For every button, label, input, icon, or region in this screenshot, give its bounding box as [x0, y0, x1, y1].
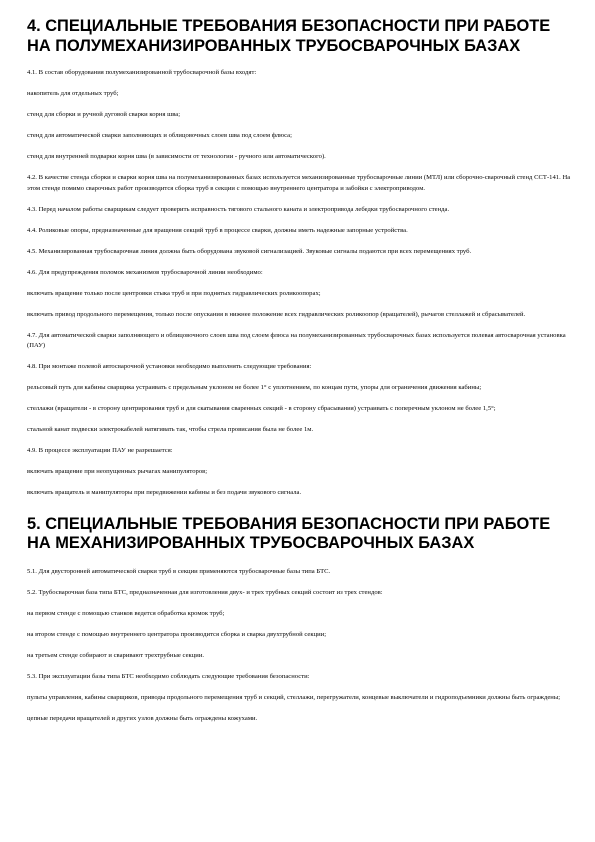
paragraph: на первом стенде с помощью станков ведется обработка кромок труб; — [27, 609, 225, 617]
section-4-title: 4. СПЕЦИАЛЬНЫЕ ТРЕБОВАНИЯ БЕЗОПАСНОСТИ ПРИ РАБОТЕ НА ПОЛУМЕХАНИЗИРОВАННЫХ ТРУБОСВАРОЧНЫХ БАЗАХ — [27, 17, 551, 55]
paragraph: включать вращение только после центровки стыка труб и при поднятых гидравлических роликоопорах; — [27, 289, 321, 297]
paragraph: стеллажи (вращатели - в сторону центрирования труб и для скатывания сваренных секций - в сторону сбрасывания) устраивать с поперечным уклоном не более 1,5°; — [27, 405, 496, 412]
paragraph: включать вращение при неопущенных рычагах манипуляторов; — [27, 468, 208, 475]
paragraph: 5.1. Для двусторонней автоматической сварки труб в секции применяются трубосварочные базы типа БТС. — [27, 567, 331, 575]
section-5-body — [27, 567, 575, 725]
paragraph: на втором стенде с помощью внутреннего центратора производится сборка и сварка двухтрубной секции; — [27, 630, 327, 638]
paragraph: 4.6. Для предупреждения поломок механизмов трубосварочной линии необходимо: — [27, 268, 263, 276]
paragraph: стенд для автоматической сварки заполняющих и облицовочных слоев шва под слоем флюса; — [27, 132, 292, 139]
paragraph: стенд для сборки и ручной дуговой сварки корня шва; — [27, 111, 181, 118]
paragraph: рельсовый путь для кабины сварщика устраивать с предельным уклоном не более 1° с уплотнением, по концам пути, упоры для ограничения движения кабины; — [27, 384, 482, 391]
paragraph: включать вращатель и манипуляторы при передвижении кабины и без подачи звукового сигнала. — [27, 489, 302, 496]
paragraph: 4.9. В процессе эксплуатации ПАУ не разрешается: — [27, 447, 173, 454]
paragraph: стальной канат подвески электрокабелей натягивать так, чтобы стрела провисания была не более 1м. — [27, 426, 314, 433]
paragraph: пульты управления, кабины сварщиков, приводы продольного перемещения труб и секций, стеллажи, перегружатели, концевые выключатели и гидроподъемники должны быть ограждены; — [27, 693, 561, 701]
paragraph: включать привод продольного перемещения, только после опускания в нижнее положение всех гидравлических роликоопор (вращателей), рычагов стеллажей и сбрасывателей. — [27, 310, 526, 318]
paragraph: накопитель для отдельных труб; — [27, 90, 119, 97]
paragraph: 4.7. Для автоматической сварки заполняющего и облицовочного слоев шва под слоем флюса на полумеханизированных трубосварочных базах используется полевая автосварочная установка (ПАУ) — [27, 331, 566, 349]
paragraph: 4.8. При монтаже полевой автосварочной установки необходимо выполнять следующие требования: — [27, 363, 312, 370]
paragraph: 4.4. Роликовые опоры, предназначенные для вращения секций труб в процессе сварки, должны иметь надежные запорные устройства. — [27, 226, 408, 234]
paragraph: 5.3. При эксплуатации базы типа БТС необходимо соблюдать следующие требования безопасности: — [27, 672, 310, 680]
paragraph: 4.5. Механизированная трубосварочная линия должна быть оборудована звуковой сигнализацией. Звуковые сигналы подаются при всех перемещениях труб. — [27, 247, 472, 255]
paragraph: 5.2. Трубосварочная база типа БТС, предназначенная для изготовления двух- и трех трубных секций состоит из трех стендов: — [27, 588, 383, 596]
paragraph: стенд для внутренней подварки корня шва (в зависимости от технологии - ручного или автоматического). — [27, 153, 326, 160]
paragraph: на третьем стенде собирают и сваривают трехтрубные секции. — [27, 651, 205, 659]
paragraph: 4.2. В качестве стенда сборки и сварки корня шва на полумеханизированных базах используется механизированные трубосварочные линии (МТЛ) или сборочно-сварочный стенд ССТ-141. На этом стенде помимо сварочных работ производится сборка труб в секции с помощью внутреннего центратора и забойки с электроприводом. — [27, 174, 571, 192]
paragraph: 4.3. Перед началом работы сварщикам следует проверить исправность тягового стального каната и электропривода лебедки трубосварочного стенда. — [27, 205, 450, 213]
section-4-body — [27, 68, 575, 499]
paragraph: цепные передачи вращателей и других узлов должны быть ограждены кожухами. — [27, 714, 258, 722]
paragraph: 4.1. В состав оборудования полумеханизированной трубосварочной базы входят: — [27, 69, 257, 76]
section-5-title: 5. СПЕЦИАЛЬНЫЕ ТРЕБОВАНИЯ БЕЗОПАСНОСТИ ПРИ РАБОТЕ НА МЕХАНИЗИРОВАННЫХ ТРУБОСВАРОЧНЫХ БАЗАХ — [27, 514, 551, 552]
